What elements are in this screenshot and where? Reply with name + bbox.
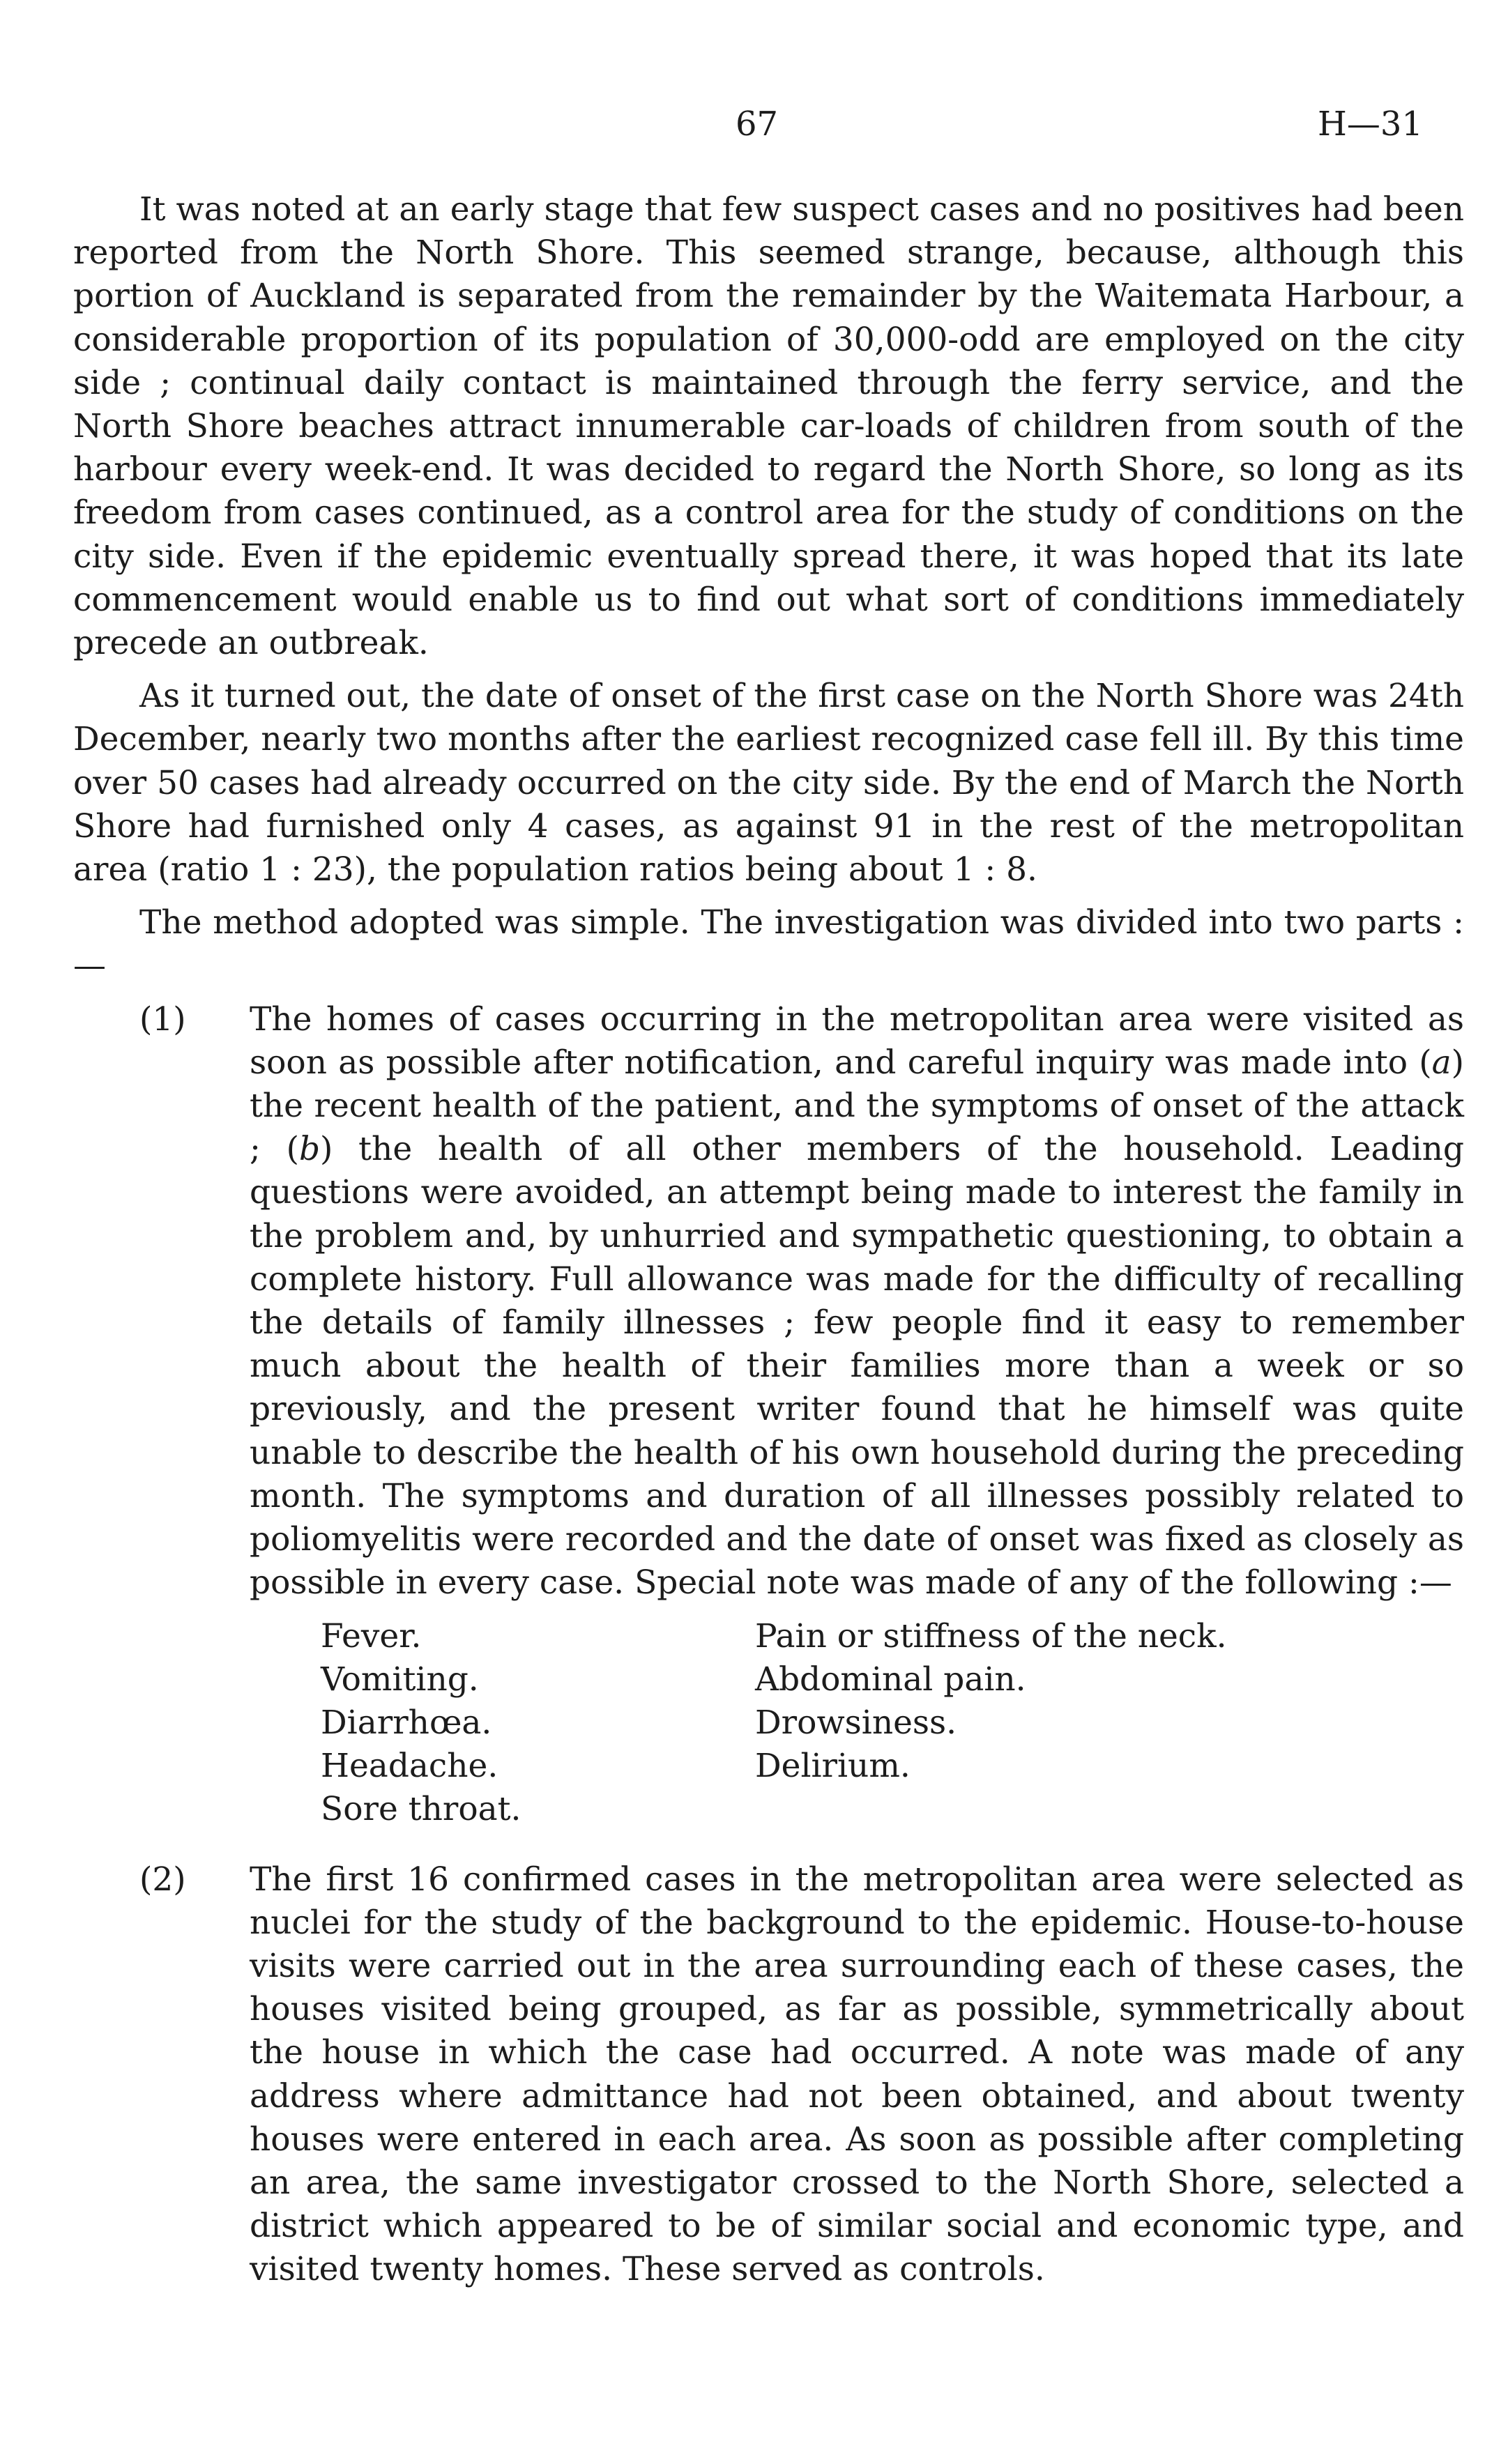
symptom-item: Abdominal pain.	[755, 1660, 1026, 1699]
list-item-number: (1)	[139, 1000, 186, 1039]
symptom-row	[321, 1745, 1383, 1788]
symptom-row	[321, 1701, 1383, 1745]
list-item-text: The homes of cases occurring in the metropolitan area were visited as soon as possible after notification, and careful inquiry was made into (a) the recent health of the patient, and the symptoms of onset of the attack ; (b) the health of all other members of the household. Leading questions were avoided, an attempt being made to interest the family in the problem and, by unhurried and sympathetic questioning, to obtain a complete history. Full allowance was made for the difficulty of recalling the details of family illnesses ; few people find it easy to remember much about the health of their families more than a week or so previously, and the present writer found that he himself was quite unable to describe the health of his own household during the preceding month. The symptoms and duration of all illnesses possibly related to poliomyelitis were recorded and the date of onset was fixed as closely as possible in every case. Special note was made of any of the following :—	[250, 1000, 1464, 1602]
symptom-item: Diarrhœa.	[321, 1703, 492, 1742]
page-header	[0, 105, 1508, 160]
marker-a: a	[1431, 1043, 1452, 1082]
symptom-row	[321, 1615, 1383, 1658]
symptom-item: Fever.	[321, 1616, 422, 1655]
symptom-item: Drowsiness.	[755, 1703, 957, 1742]
series-code: H—31	[1318, 105, 1423, 144]
paragraph-method: The method adopted was simple. The investigation was divided into two parts :—	[73, 903, 1464, 986]
list-item-number: (2)	[139, 1860, 186, 1899]
symptom-list	[321, 1615, 1383, 1832]
paragraph-north-shore-control: It was noted at an early stage that few suspect cases and no positives had been reported from the North Shore. This seemed strange, because, although this portion of Auckland is separated from the remainder by the Waitemata Harbour, a considerable proportion of its population of 30,000-odd are employed on the city side ; continual daily contact is maintained through the ferry service, and the North Shore beaches attract innumerable car-loads of children from south of the harbour every week-end. It was decided to regard the North Shore, so long as its freedom from cases continued, as a control area for the study of conditions on the city side. Even if the epidemic eventually spread there, it was hoped that its late commencement would enable us to find out what sort of conditions immediately precede an outbreak.	[73, 190, 1464, 663]
list-item-house-to-house	[73, 1858, 1464, 2292]
list-item-text: The first 16 confirmed cases in the metropolitan area were selected as nuclei for the study of the background to the epidemic. House-to-house visits were carried out in the area surrounding each of these cases, the houses visited being grouped, as far as possible, symmetrically about the house in which the case had occurred. A note was made of any address where admittance had not been obtained, and about twenty houses were entered in each area. As soon as possible after completing an area, the same investigator crossed to the North Shore, selected a district which appeared to be of similar social and economic type, and visited twenty homes. These served as controls.	[250, 1860, 1464, 2289]
body-text	[73, 188, 1464, 2302]
symptom-item: Vomiting.	[321, 1660, 479, 1699]
symptom-item: Delirium.	[755, 1747, 911, 1786]
symptom-item: Pain or stiffness of the neck.	[755, 1616, 1227, 1655]
page-number: 67	[736, 105, 779, 144]
symptom-item: Sore throat.	[321, 1790, 521, 1829]
list-item-home-visits	[73, 998, 1464, 1605]
paragraph-onset-dates: As it turned out, the date of onset of the first case on the North Shore was 24th December, nearly two months after the earliest recognized case fell ill. By this time over 50 cases had already occurred on the city side. By the end of March the North Shore had furnished only 4 cases, as against 91 in the rest of the metropolitan area (ratio 1 : 23), the population ratios being about 1 : 8.	[73, 677, 1464, 889]
symptom-item: Headache.	[321, 1747, 498, 1786]
marker-b: b	[298, 1130, 321, 1169]
symptom-row	[321, 1658, 1383, 1701]
symptom-row	[321, 1788, 1383, 1831]
